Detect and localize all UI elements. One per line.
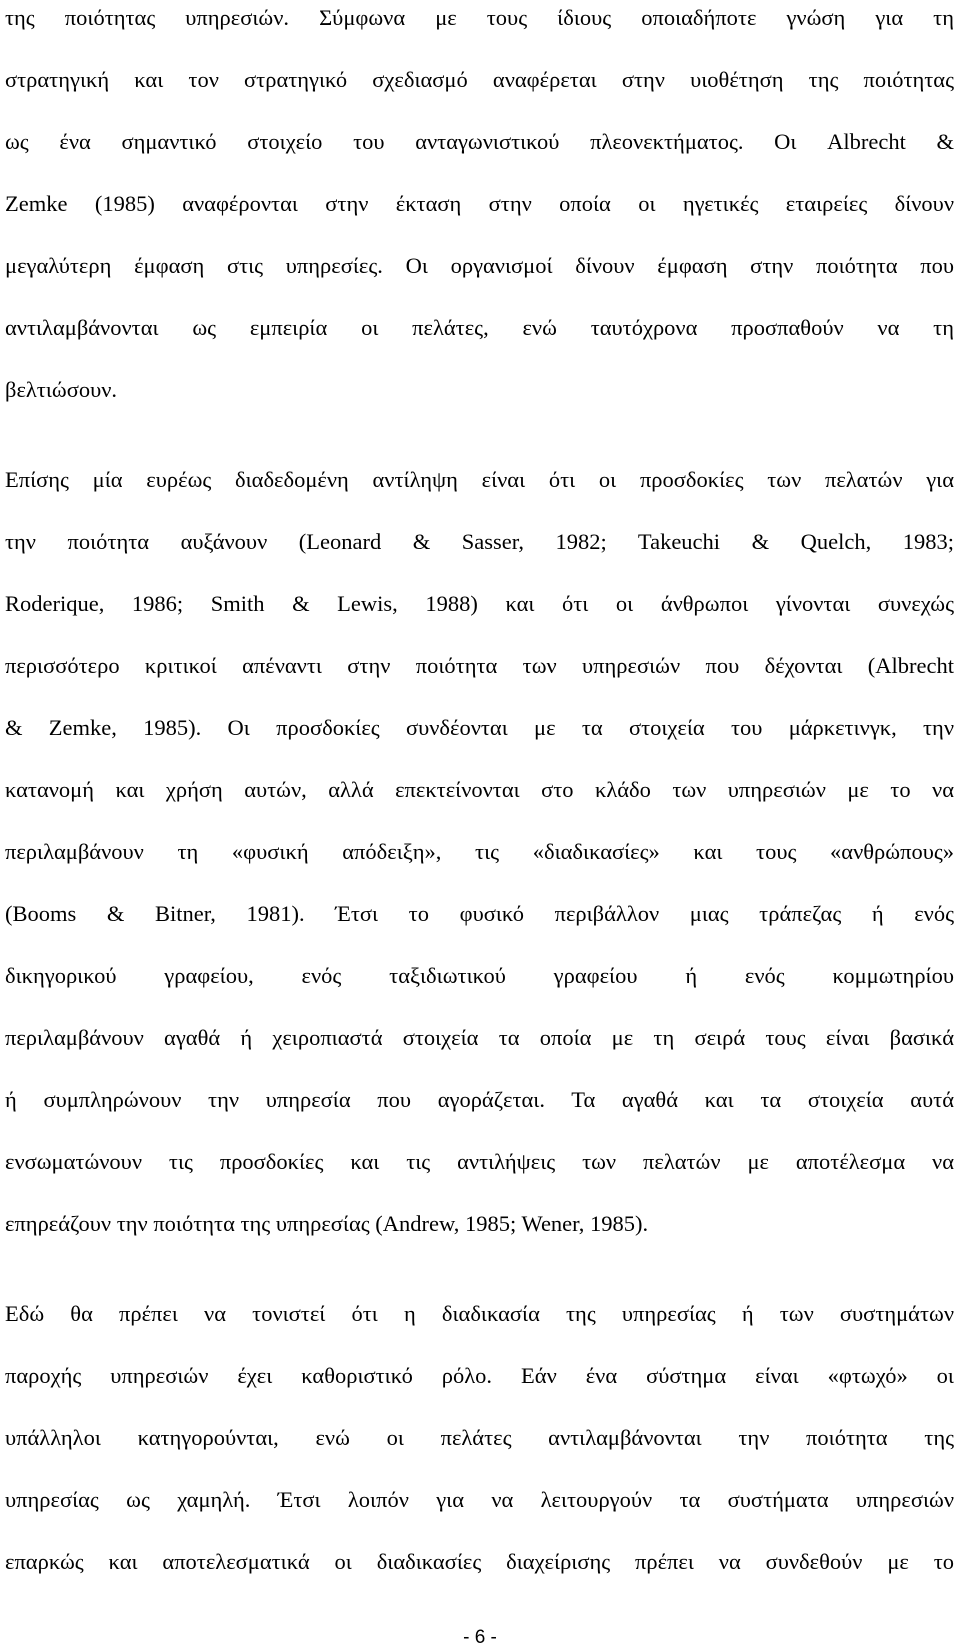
text-line: δικηγορικού γραφείου, ενός ταξιδιωτικού γραφείου ή ενός κομμωτηρίου — [5, 963, 954, 988]
text-line: Επίσης μία ευρέως διαδεδομένη αντίληψη είναι ότι οι προσδοκίες των πελατών για — [5, 467, 954, 492]
text-line: περιλαμβάνουν αγαθά ή χειροπιαστά στοιχεία τα οποία με τη σειρά τους είναι βασικά — [5, 1025, 954, 1050]
text-line: Roderique, 1986; Smith & Lewis, 1988) και ότι οι άνθρωποι γίνονται συνεχώς — [5, 591, 954, 616]
text-line: βελτιώσουν. — [5, 377, 118, 402]
text-line: ενσωματώνουν τις προσδοκίες και τις αντιλήψεις των πελατών με αποτέλεσμα να — [5, 1149, 954, 1174]
text-line: περισσότερο κριτικοί απέναντι στην ποιότητα των υπηρεσιών που δέχονται (Albrecht — [5, 653, 954, 678]
text-line: Zemke (1985) αναφέρονται στην έκταση στην οποία οι ηγετικές εταιρείες δίνουν — [5, 191, 954, 216]
text-line: ως ένα σημαντικό στοιχείο του ανταγωνιστικού πλεονεκτήματος. Οι Albrecht & — [5, 129, 954, 154]
text-line: κατανομή και χρήση αυτών, αλλά επεκτείνονται στο κλάδο των υπηρεσιών με το να — [5, 777, 954, 802]
text-line: επαρκώς και αποτελεσματικά οι διαδικασίες διαχείρισης πρέπει να συνδεθούν με το — [5, 1549, 954, 1574]
text-line: μεγαλύτερη έμφαση στις υπηρεσίες. Οι οργανισμοί δίνουν έμφαση στην ποιότητα που — [5, 253, 954, 278]
text-line: στρατηγική και τον στρατηγικό σχεδιασμό αναφέρεται στην υιοθέτηση της ποιότητας — [5, 67, 954, 92]
text-line: περιλαμβάνουν τη «φυσική απόδειξη», τις «διαδικασίες» και τους «ανθρώπους» — [5, 839, 954, 864]
text-line: αντιλαμβάνονται ως εμπειρία οι πελάτες, ενώ ταυτόχρονα προσπαθούν να τη — [5, 315, 954, 340]
text-line: την ποιότητα αυξάνουν (Leonard & Sasser, 1982; Takeuchi & Quelch, 1983; — [5, 529, 954, 554]
text-line: παροχής υπηρεσιών έχει καθοριστικό ρόλο. Εάν ένα σύστημα είναι «φτωχό» οι — [5, 1363, 954, 1388]
text-line: (Booms & Bitner, 1981). Έτσι το φυσικό περιβάλλον μιας τράπεζας ή ενός — [5, 901, 954, 926]
text-line: υπάλληλοι κατηγορούνται, ενώ οι πελάτες αντιλαμβάνονται την ποιότητα της — [5, 1425, 954, 1450]
text-line: & Zemke, 1985). Οι προσδοκίες συνδέονται με τα στοιχεία του μάρκετινγκ, την — [5, 715, 954, 740]
text-line: ή συμπληρώνουν την υπηρεσία που αγοράζεται. Τα αγαθά και τα στοιχεία αυτά — [5, 1087, 954, 1112]
page-number: - 6 - — [463, 1627, 497, 1648]
text-line: Εδώ θα πρέπει να τονιστεί ότι η διαδικασία της υπηρεσίας ή των συστημάτων — [5, 1301, 954, 1326]
text-line: επηρεάζουν την ποιότητα της υπηρεσίας (Andrew, 1985; Wener, 1985). — [5, 1211, 649, 1236]
text-line: υπηρεσίας ως χαμηλή. Έτσι λοιπόν για να λειτουργούν τα συστήματα υπηρεσιών — [5, 1487, 954, 1512]
text-line: της ποιότητας υπηρεσιών. Σύμφωνα με τους ίδιους οποιαδήποτε γνώση για τη — [5, 5, 954, 30]
